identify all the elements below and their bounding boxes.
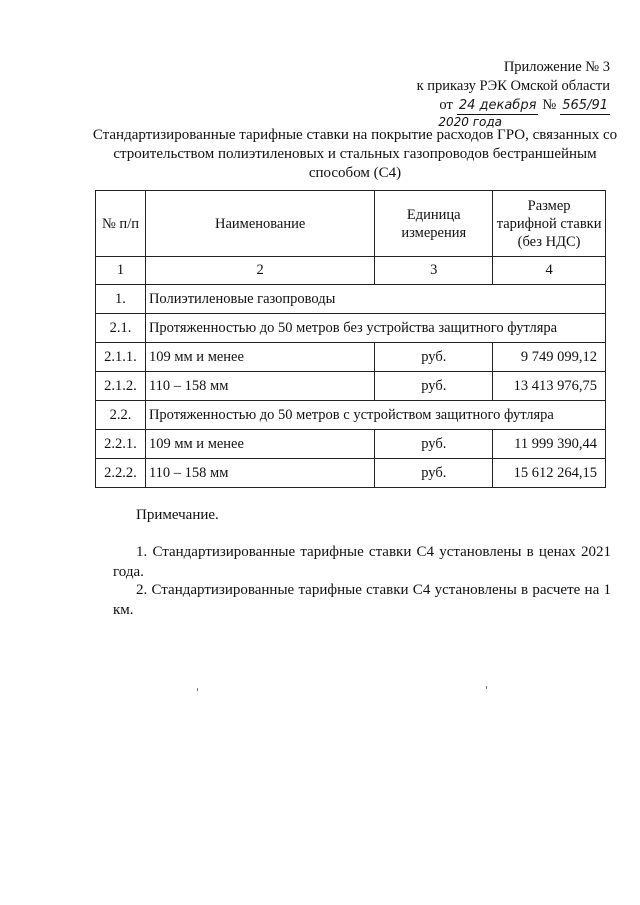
table-row: [96, 401, 606, 430]
index-cell: 2: [145, 257, 374, 285]
row-rate: 13 413 976,75: [493, 372, 606, 401]
header-num: № п/п: [96, 191, 146, 257]
row-num: 2.1.: [96, 314, 146, 343]
appendix-header: [417, 58, 610, 132]
header-name: Наименование: [145, 191, 374, 257]
notes-title: Примечание.: [136, 507, 219, 523]
from-prefix: от: [439, 97, 453, 113]
row-unit: руб.: [375, 372, 493, 401]
table-header-row: [96, 191, 606, 257]
note-item: 2. Стандартизированные тарифные ставки С4 установлены в расчете на 1 км.: [113, 582, 611, 618]
table-row: [96, 372, 606, 401]
row-rate: 11 999 390,44: [493, 430, 606, 459]
row-name: 110 – 158 мм: [145, 372, 374, 401]
row-num: 1.: [96, 285, 146, 314]
tariff-table: [95, 190, 606, 488]
row-unit: руб.: [375, 430, 493, 459]
handwritten-date: 24 декабря: [458, 98, 537, 113]
row-num: 2.1.1.: [96, 343, 146, 372]
appendix-number: Приложение № 3: [503, 59, 610, 75]
header-rate: Размер тарифной ставки (без НДС): [493, 191, 606, 257]
table-row: [96, 285, 606, 314]
section-name: Полиэтиленовые газопроводы: [145, 285, 605, 314]
row-name: 109 мм и менее: [145, 430, 374, 459]
index-cell: 3: [375, 257, 493, 285]
table-row: [96, 314, 606, 343]
section-name: Протяженностью до 50 метров с устройством защитного футляра: [145, 401, 605, 430]
row-num: 2.2.2.: [96, 459, 146, 488]
row-rate: 15 612 264,15: [493, 459, 606, 488]
document-title: Стандартизированные тарифные ставки на покрытие расходов ГРО, связанных со строительством полиэтиленовых и стальных газопроводов бестраншейным способом (С4): [92, 127, 618, 181]
order-reference: к приказу РЭК Омской области: [416, 78, 610, 94]
handwritten-year: 2020 года: [438, 115, 502, 129]
row-num: 2.2.: [96, 401, 146, 430]
row-rate: 9 749 099,12: [493, 343, 606, 372]
index-cell: 4: [493, 257, 606, 285]
row-name: 109 мм и менее: [145, 343, 374, 372]
number-prefix: №: [542, 97, 557, 113]
column-index-row: [96, 257, 606, 285]
scan-speck: [486, 686, 487, 689]
handwritten-number: 565/91: [562, 98, 608, 113]
table-row: [96, 343, 606, 372]
table-row: [96, 459, 606, 488]
row-unit: руб.: [375, 459, 493, 488]
scan-speck: [197, 688, 198, 691]
row-unit: руб.: [375, 343, 493, 372]
section-name: Протяженностью до 50 метров без устройства защитного футляра: [145, 314, 605, 343]
index-cell: 1: [96, 257, 146, 285]
table-row: [96, 430, 606, 459]
header-unit: Единица измерения: [375, 191, 493, 257]
row-num: 2.1.2.: [96, 372, 146, 401]
row-name: 110 – 158 мм: [145, 459, 374, 488]
note-item: 1. Стандартизированные тарифные ставки С4 установлены в ценах 2021 года.: [113, 544, 611, 580]
row-num: 2.2.1.: [96, 430, 146, 459]
